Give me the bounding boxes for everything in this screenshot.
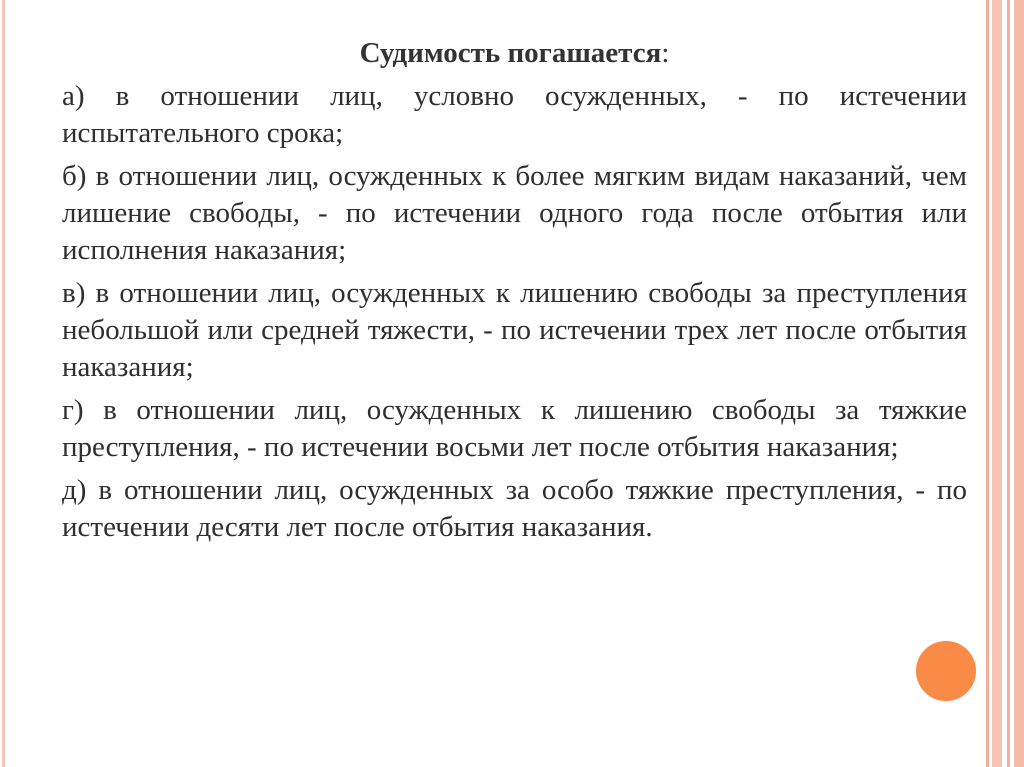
paragraph-a: а) в отношении лиц, условно осужденных, - по истечении испытательного срока; xyxy=(62,80,967,149)
paragraph-v: в) в отношении лиц, осужденных к лишению свободы за преступления небольшой или средней тяжести, - по истечении трех лет после отбытия наказания; xyxy=(62,277,967,383)
orange-circle-icon xyxy=(916,641,976,701)
slide-content xyxy=(62,34,967,552)
slide-title xyxy=(62,34,967,72)
paragraph-g: г) в отношении лиц, осужденных к лишению свободы за тяжкие преступления, - по истечении восьми лет после отбытия наказания; xyxy=(62,394,967,463)
left-border-line xyxy=(2,0,5,767)
paragraph-d: д) в отношении лиц, осужденных за особо тяжкие преступления, - по истечении десяти лет после отбытия наказания. xyxy=(62,474,967,543)
slide-title-text: Судимость погашается xyxy=(359,37,662,69)
paragraph-b: б) в отношении лиц, осужденных к более мягким видам наказаний, чем лишение свободы, - по истечении одного года после отбытия или исполнения наказания; xyxy=(62,160,967,266)
right-decorative-stripes xyxy=(982,0,1024,767)
slide-title-suffix: : xyxy=(661,37,670,69)
